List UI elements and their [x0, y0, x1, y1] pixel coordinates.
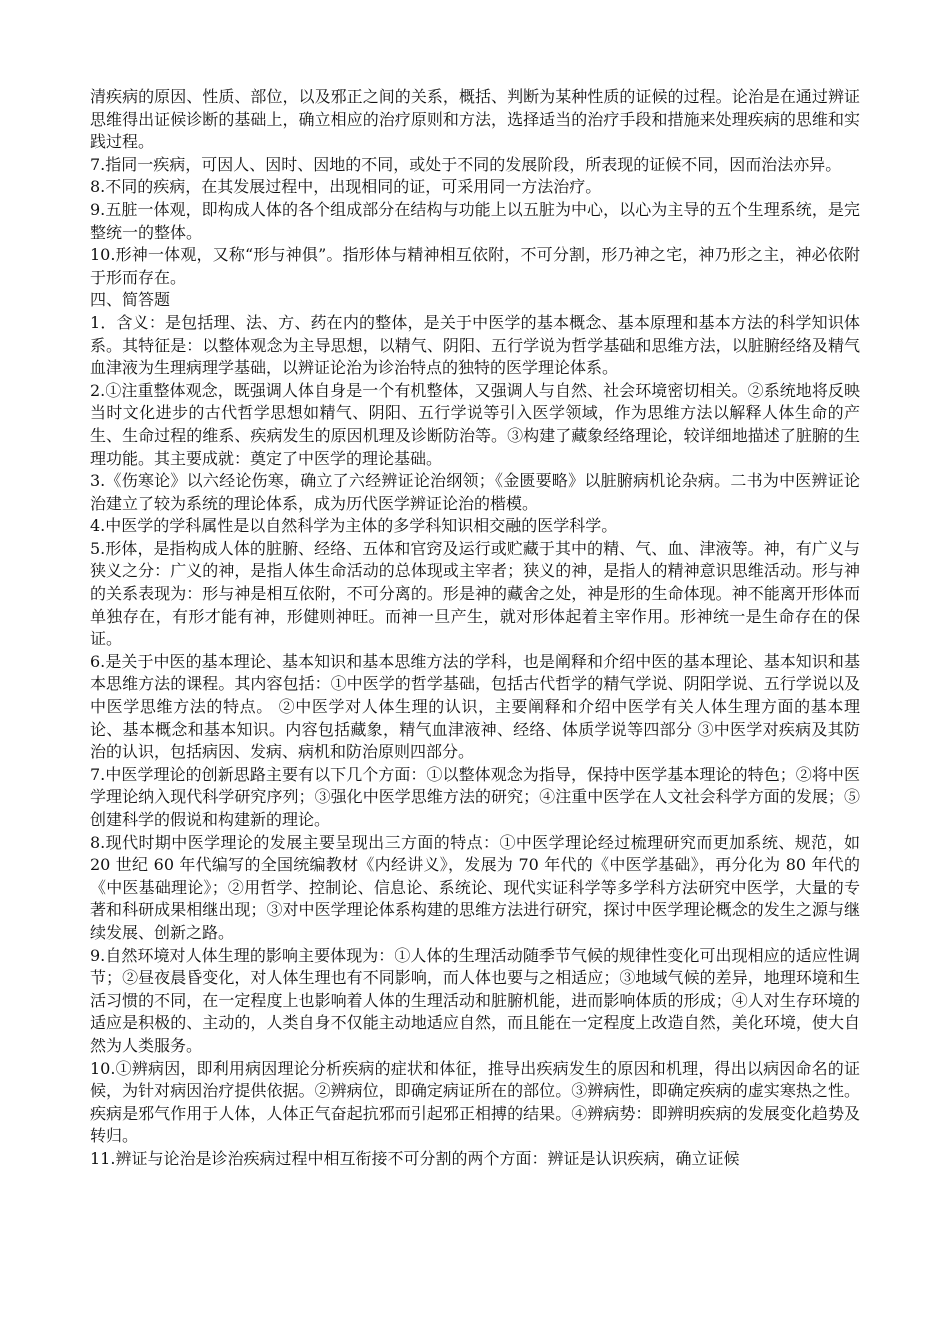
definition-9: 9.五脏一体观，即构成人体的各个组成部分在结构与功能上以五脏为中心，以心为主导的五个生理系统，是完整统一的整体。: [90, 199, 860, 242]
answer-11: 11.辨证与论治是诊治疾病过程中相互衔接不可分割的两个方面：辨证是认识疾病，确立证候: [90, 1148, 740, 1168]
answer-5: 5.形体，是指构成人体的脏腑、经络、五体和官窍及运行或贮藏于其中的精、气、血、津液等。神，有广义与狭义之分：广义的神，是指人体生命活动的总体现或主宰者；狭义的神，是指人的精神意识思维活动。形与神的关系表现为：形与神是相互依附，不可分离的。形是神的藏舍之处，神是形的生命体现。神不能离开形体而单独存在，有形才能有神，形健则神旺。而神一旦产生，就对形体起着主宰作用。形神统一是生命存在的保证。: [90, 538, 860, 649]
answer-9: 9.自然环境对人体生理的影响主要体现为：①人体的生理活动随季节气候的规律性变化可出现相应的适应性调节；②昼夜晨昏变化，对人体生理也有不同影响，而人体也要与之相适应；③地域气候的差异，地理环境和生活习惯的不同，在一定程度上也影响着人体的生理活动和脏腑机能，进而影响体质的形成；④人对生存环境的适应是积极的、主动的，人类自身不仅能主动地适应自然，而且能在一定程度上改造自然，美化环境，使大自然为人类服务。: [90, 945, 860, 1055]
definition-7: 7.指同一疾病，可因人、因时、因地的不同，或处于不同的发展阶段，所表现的证候不同，因而治法亦异。: [90, 154, 842, 174]
answer-10: 10.①辨病因，即利用病因理论分析疾病的症状和体征，推导出疾病发生的原因和机理，得出以病因命名的证候，为针对病因治疗提供依据。②辨病位，即确定病证所在的部位。③辨病性，即确定疾病的虚实寒热之性。疾病是邪气作用于人体，人体正气奋起抗邪而引起邪正相搏的结果。④辨病势：即辨明疾病的发展变化趋势及转归。: [90, 1058, 860, 1146]
answer-2: 2.①注重整体观念，既强调人体自身是一个有机整体，又强调人与自然、社会环境密切相关。②系统地将反映当时文化进步的古代哲学思想如精气、阴阳、五行学说等引入医学领域，作为思维方法以解释人体生命的产生、生命过程的维系、疾病发生的原因机理及诊断防治等。③构建了藏象经络理论，较详细地描述了脏腑的生理功能。其主要成就：奠定了中医学的理论基础。: [90, 380, 860, 468]
answer-6: 6.是关于中医的基本理论、基本知识和基本思维方法的学科，也是阐释和介绍中医的基本理论、基本知识和基本思维方法的课程。其内容包括：①中医学的哲学基础，包括古代哲学的精气学说、阴阳学说、五行学说以及中医学思维方法的特点。 ②中医学对人体生理的认识，主要阐释和介绍中医学有关人体生理方面的基本理论、基本概念和基本知识。内容包括藏象，精气血津液神、经络、体质学说等四部分 ③中医学对疾病及其防治的认识，包括病因、发病、病机和防治原则四部分。: [90, 651, 860, 762]
document-body: [90, 86, 860, 1171]
answer-7: 7.中医学理论的创新思路主要有以下几个方面：①以整体观念为指导，保持中医学基本理论的特色；②将中医学理论纳入现代科学研究序列；③强化中医学思维方法的研究；④注重中医学在人文社会科学方面的发展；⑤创建科学的假说和构建新的理论。: [90, 764, 860, 829]
answer-4: 4.中医学的学科属性是以自然科学为主体的多学科知识相交融的医学科学。: [90, 516, 618, 536]
answer-1: 1．含义：是包括理、法、方、药在内的整体，是关于中医学的基本概念、基本原理和基本方法的科学知识体系。其特征是：以整体观念为主导思想，以精气、阴阳、五行学说为哲学基础和思维方法，以脏腑经络及精气血津液为生理病理学基础，以辨证论治为诊治特点的独特的医学理论体系。: [90, 312, 860, 378]
section-heading: 四、简答题: [90, 290, 171, 310]
definition-8: 8.不同的疾病，在其发展过程中，出现相同的证，可采用同一方法治疗。: [90, 177, 602, 197]
answer-8: 8.现代时期中医学理论的发展主要呈现出三方面的特点：①中医学理论经过梳理研究而更加系统、规范，如 20 世纪 60 年代编写的全国统编教材《内经讲义》，发展为 70 年代的《中医学基础》，再分化为 80 年代的《中医基础理论》；②用哲学、控制论、信息论、系统论、现代实证科学等多学科方法研究中医学，大量的专著和科研成果相继出现；③对中医学理论体系构建的思维方法进行研究，探讨中医学理论概念的发生之源与继续发展、创新之路。: [90, 832, 860, 942]
answer-3: 3.《伤寒论》以六经论伤寒，确立了六经辨证论治纲领；《金匮要略》以脏腑病机论杂病。二书为中医辨证论治建立了较为系统的理论体系，成为历代医学辨证论治的楷模。: [90, 471, 860, 513]
definition-10: 10.形神一体观，又称“形与神俱”。指形体与精神相互依附，不可分割，形乃神之宅，神乃形之主，神必依附于形而存在。: [90, 245, 860, 287]
paragraph-continuation: 清疾病的原因、性质、部位，以及邪正之间的关系，概括、判断为某种性质的证候的过程。论治是在通过辨证思维得出证候诊断的基础上，确立相应的治疗原则和方法，选择适当的治疗手段和措施来处理疾病的思维和实践过程。: [90, 87, 860, 152]
